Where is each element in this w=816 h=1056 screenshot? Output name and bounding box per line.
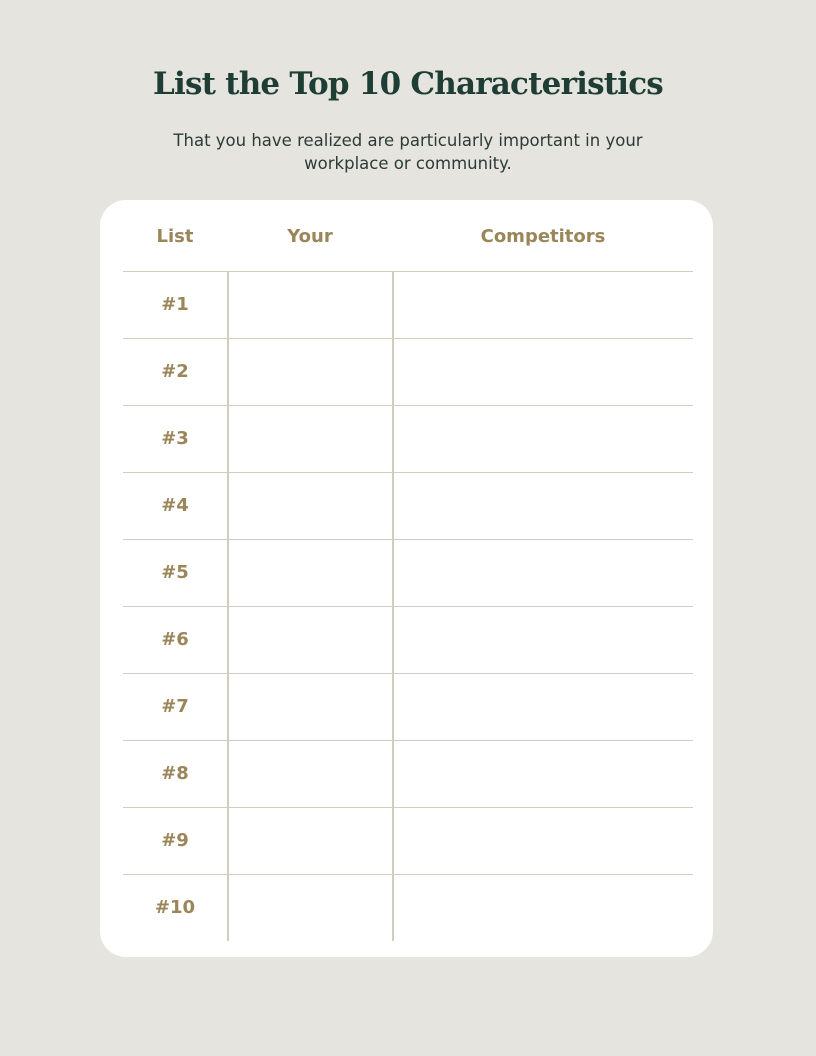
competitors-cell[interactable]	[392, 540, 694, 606]
your-cell[interactable]	[227, 540, 394, 606]
competitors-cell[interactable]	[392, 272, 694, 338]
row-number-label: #10	[154, 897, 196, 918]
competitors-cell[interactable]	[392, 875, 694, 941]
table-row	[123, 540, 693, 607]
row-number-label: #1	[161, 294, 189, 315]
row-number-label: #9	[161, 830, 189, 851]
table-row	[123, 808, 693, 875]
row-number-label: #5	[161, 562, 189, 583]
table-row	[123, 339, 693, 406]
row-number-label: #4	[161, 495, 189, 516]
your-cell[interactable]	[227, 406, 394, 472]
your-cell[interactable]	[227, 473, 394, 539]
your-cell[interactable]	[227, 607, 394, 673]
competitors-cell[interactable]	[392, 674, 694, 740]
competitors-cell[interactable]	[392, 607, 694, 673]
your-cell[interactable]	[227, 741, 394, 807]
competitors-cell[interactable]	[392, 741, 694, 807]
table-row	[123, 473, 693, 540]
your-cell[interactable]	[227, 875, 394, 941]
row-number-label: #6	[161, 629, 189, 650]
your-cell[interactable]	[227, 272, 394, 338]
column-header-competitors: Competitors	[480, 226, 606, 247]
table-row	[123, 741, 693, 808]
table-row	[123, 674, 693, 741]
table-row	[123, 875, 693, 941]
your-cell[interactable]	[227, 674, 394, 740]
row-number-label: #8	[161, 763, 189, 784]
competitors-cell[interactable]	[392, 339, 694, 405]
table-row	[123, 406, 693, 473]
page-title: List the Top 10 Characteristics	[153, 66, 663, 102]
your-cell[interactable]	[227, 808, 394, 874]
competitors-cell[interactable]	[392, 406, 694, 472]
row-number-label: #2	[161, 361, 189, 382]
page-subtitle: That you have realized are particularly important in your workplace or community.	[173, 131, 643, 173]
your-cell[interactable]	[227, 339, 394, 405]
row-number-label: #3	[161, 428, 189, 449]
table-row	[123, 607, 693, 674]
table-row	[123, 272, 693, 339]
competitors-cell[interactable]	[392, 808, 694, 874]
table-body	[123, 271, 693, 941]
column-header-your: Your	[287, 226, 333, 247]
competitors-cell[interactable]	[392, 473, 694, 539]
characteristics-table-card	[100, 200, 713, 957]
row-number-label: #7	[161, 696, 189, 717]
column-header-list: List	[156, 226, 194, 247]
